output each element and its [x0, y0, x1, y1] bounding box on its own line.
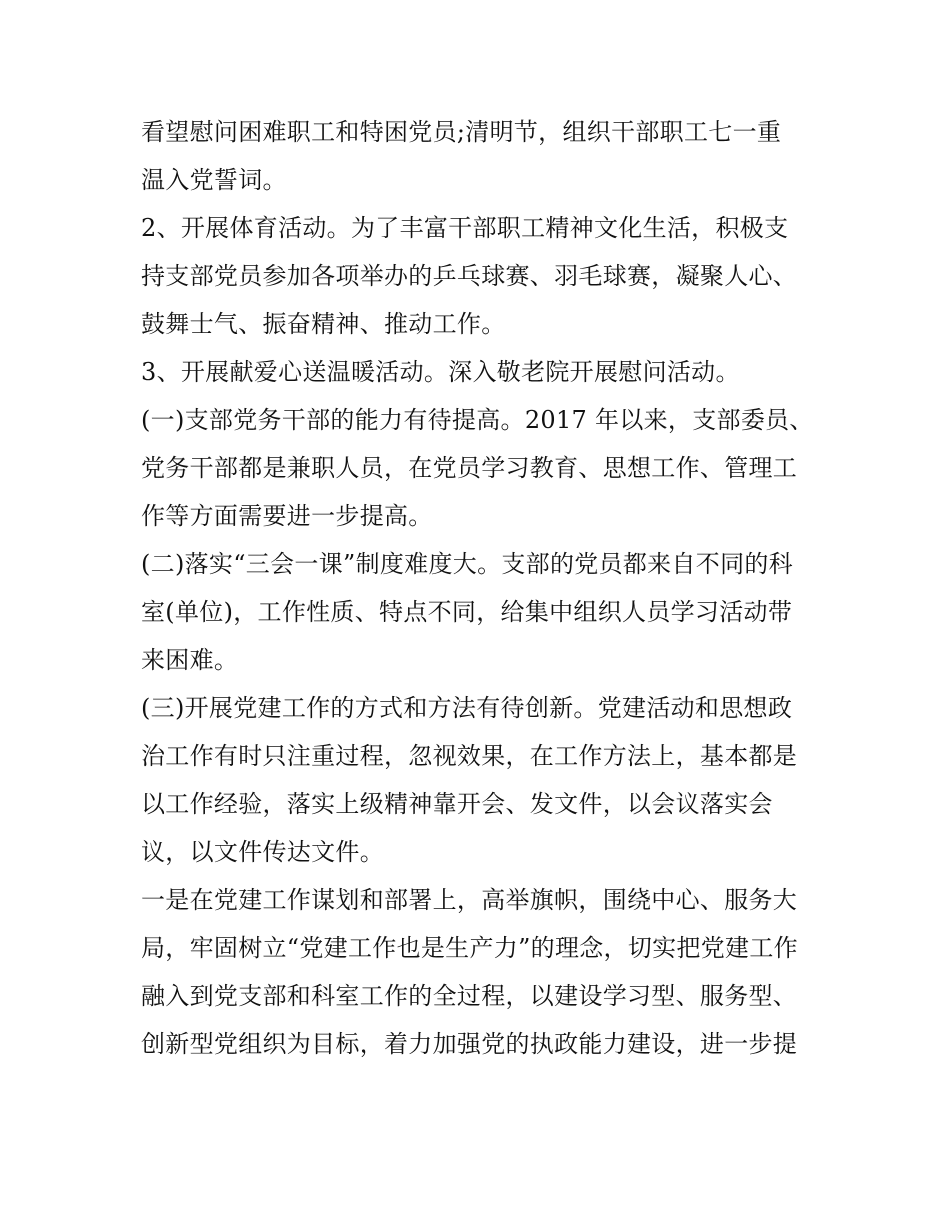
text-line: (一)支部党务干部的能力有待提高。2017 年以来，支部委员、	[141, 406, 814, 434]
text-line: 创新型党组织为目标，着力加强党的执政能力建设，进一步提	[141, 1030, 798, 1058]
text-line: 议，以文件传达文件。	[141, 838, 384, 866]
text-line: 来困难。	[141, 646, 239, 674]
text-line: 党务干部都是兼职人员，在党员学习教育、思想工作、管理工	[141, 454, 798, 482]
text-line: 局，牢固树立“党建工作也是生产力”的理念，切实把党建工作	[141, 934, 798, 962]
text-line: 持支部党员参加各项举办的乒乓球赛、羽毛球赛，凝聚人心、	[141, 262, 798, 290]
document-body	[141, 108, 821, 1068]
text-line: 2、开展体育活动。为了丰富干部职工精神文化生活，积极支	[141, 214, 789, 242]
text-line: 室(单位)，工作性质、特点不同，给集中组织人员学习活动带	[141, 598, 793, 626]
text-line: 温入党誓词。	[141, 166, 287, 194]
text-line: 一是在党建工作谋划和部署上，高举旗帜，围绕中心、服务大	[141, 886, 798, 914]
text-line: 看望慰问困难职工和特困党员;清明节，组织干部职工七一重	[141, 118, 782, 146]
text-line: 治工作有时只注重过程，忽视效果，在工作方法上，基本都是	[141, 742, 798, 770]
text-line: 鼓舞士气、振奋精神、推动工作。	[141, 310, 506, 338]
text-line: (二)落实“三会一课”制度难度大。支部的党员都来自不同的科	[141, 550, 793, 578]
text-line: 3、开展献爱心送温暖活动。深入敬老院开展慰问活动。	[141, 358, 740, 386]
text-line: 以工作经验，落实上级精神靠开会、发文件，以会议落实会	[141, 790, 773, 818]
text-line: 融入到党支部和科室工作的全过程，以建设学习型、服务型、	[141, 982, 798, 1010]
text-line: (三)开展党建工作的方式和方法有待创新。党建活动和思想政	[141, 694, 793, 722]
text-line: 作等方面需要进一步提高。	[141, 502, 433, 530]
